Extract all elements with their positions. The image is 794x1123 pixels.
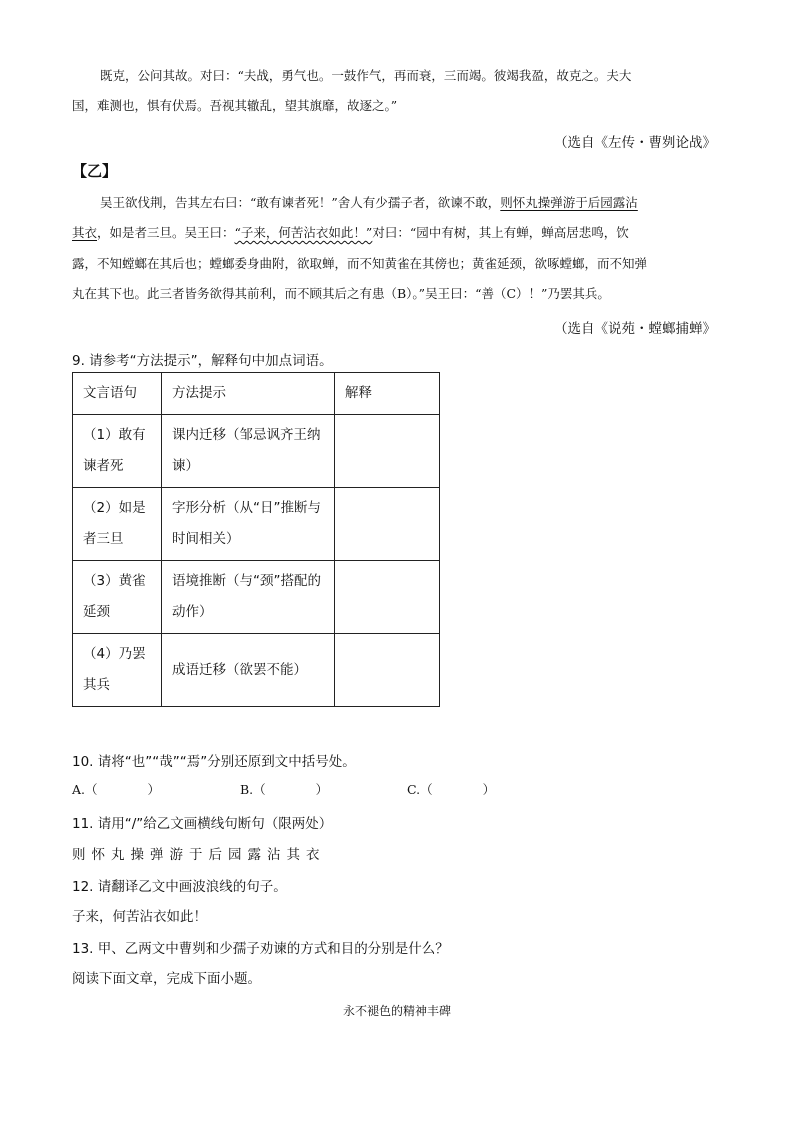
yi-line-2-mid: ，如是者三旦。吴王曰： xyxy=(97,225,235,240)
header-sentence: 文言语句 xyxy=(73,373,162,415)
yi-line-4: 丸在其下也。此三者皆务欲得其前利，而不顾其后之有患（B）。”吴王曰：“善（C）！”乃罢其兵。 xyxy=(72,286,610,301)
answer-cell[interactable] xyxy=(335,488,440,561)
q12-prompt: 12. 请翻译乙文中画波浪线的句子。 xyxy=(72,879,287,895)
q11-sentence[interactable]: 则怀丸操弹游于后园露沾其衣 xyxy=(72,847,326,863)
row-tip: 成语迁移（欲罢不能） xyxy=(162,634,335,707)
q9-prompt: 9. 请参考“方法提示”，解释句中加点词语。 xyxy=(72,353,333,369)
row-tip: 字形分析（从“日”推断与时间相关） xyxy=(162,488,335,561)
table-header-row xyxy=(73,373,440,415)
row-tip: 语境推断（与“颈”搭配的动作） xyxy=(162,561,335,634)
yi-source: （选自《说苑・螳螂捕蝉》 xyxy=(554,321,716,337)
jia-source: （选自《左传・曹刿论战》 xyxy=(554,135,716,151)
q10-prompt: 10. 请将“也”“哉”“焉”分别还原到文中括号处。 xyxy=(72,754,356,770)
q10-option-a[interactable]: A.（ ） xyxy=(72,782,161,797)
answer-cell[interactable] xyxy=(335,415,440,488)
jia-line-1: 既克，公问其故。对曰：“夫战，勇气也。一鼓作气，再而衰，三而竭。彼竭我盈，故克之。夫大 xyxy=(100,68,632,83)
answer-cell[interactable] xyxy=(335,561,440,634)
answer-cell[interactable] xyxy=(335,634,440,707)
jia-line-2: 国，难测也，惧有伏焉。吾视其辙乱，望其旗靡，故逐之。” xyxy=(72,98,398,113)
table-row xyxy=(73,488,440,561)
q13-prompt: 13. 甲、乙两文中曹刿和少孺子劝谏的方式和目的分别是什么？ xyxy=(72,941,449,957)
q11-prompt: 11. 请用“/”给乙文画横线句断句（限两处） xyxy=(72,816,333,832)
yi-line-2-post: 对曰：“园中有树，其上有蝉，蝉高居悲鸣，饮 xyxy=(372,225,629,240)
article-title: 永不褪色的精神丰碑 xyxy=(342,1004,451,1018)
reading-instruction: 阅读下面文章，完成下面小题。 xyxy=(72,971,261,987)
yi-line-1-text: 吴王欲伐荆，告其左右曰：“敢有谏者死！”舍人有少孺子者，欲谏不敢， xyxy=(100,195,501,210)
q10-option-c[interactable]: C.（ ） xyxy=(407,782,496,797)
q12-sentence: 子来，何苦沾衣如此！ xyxy=(72,909,207,925)
q10-option-b[interactable]: B.（ ） xyxy=(240,782,329,797)
table-row xyxy=(73,561,440,634)
header-answer: 解释 xyxy=(335,373,440,415)
row-sentence: （3）黄雀延颈 xyxy=(73,561,162,634)
yi-heading: 【乙】 xyxy=(72,162,118,180)
row-sentence: （1）敢有谏者死 xyxy=(73,415,162,488)
yi-line-3: 露，不知螳螂在其后也；螳螂委身曲附，欲取蝉，而不知黄雀在其傍也；黄雀延颈，欲啄螳螂，而不知弹 xyxy=(72,256,648,271)
row-sentence: （2）如是者三旦 xyxy=(73,488,162,561)
underlined-sentence-part1: 则怀丸操弹游于后园露沾 xyxy=(500,195,638,210)
underlined-sentence-part2: 其衣 xyxy=(72,225,98,240)
q9-table xyxy=(72,372,440,707)
row-tip: 课内迁移（邹忌讽齐王纳谏） xyxy=(162,415,335,488)
yi-line-2 xyxy=(72,218,629,248)
table-row xyxy=(73,634,440,707)
yi-line-1 xyxy=(100,188,638,218)
table-row xyxy=(73,415,440,488)
row-sentence: （4）乃罢其兵 xyxy=(73,634,162,707)
wavy-underlined-sentence: “子来，何苦沾衣如此！” xyxy=(234,225,373,240)
header-tip: 方法提示 xyxy=(162,373,335,415)
